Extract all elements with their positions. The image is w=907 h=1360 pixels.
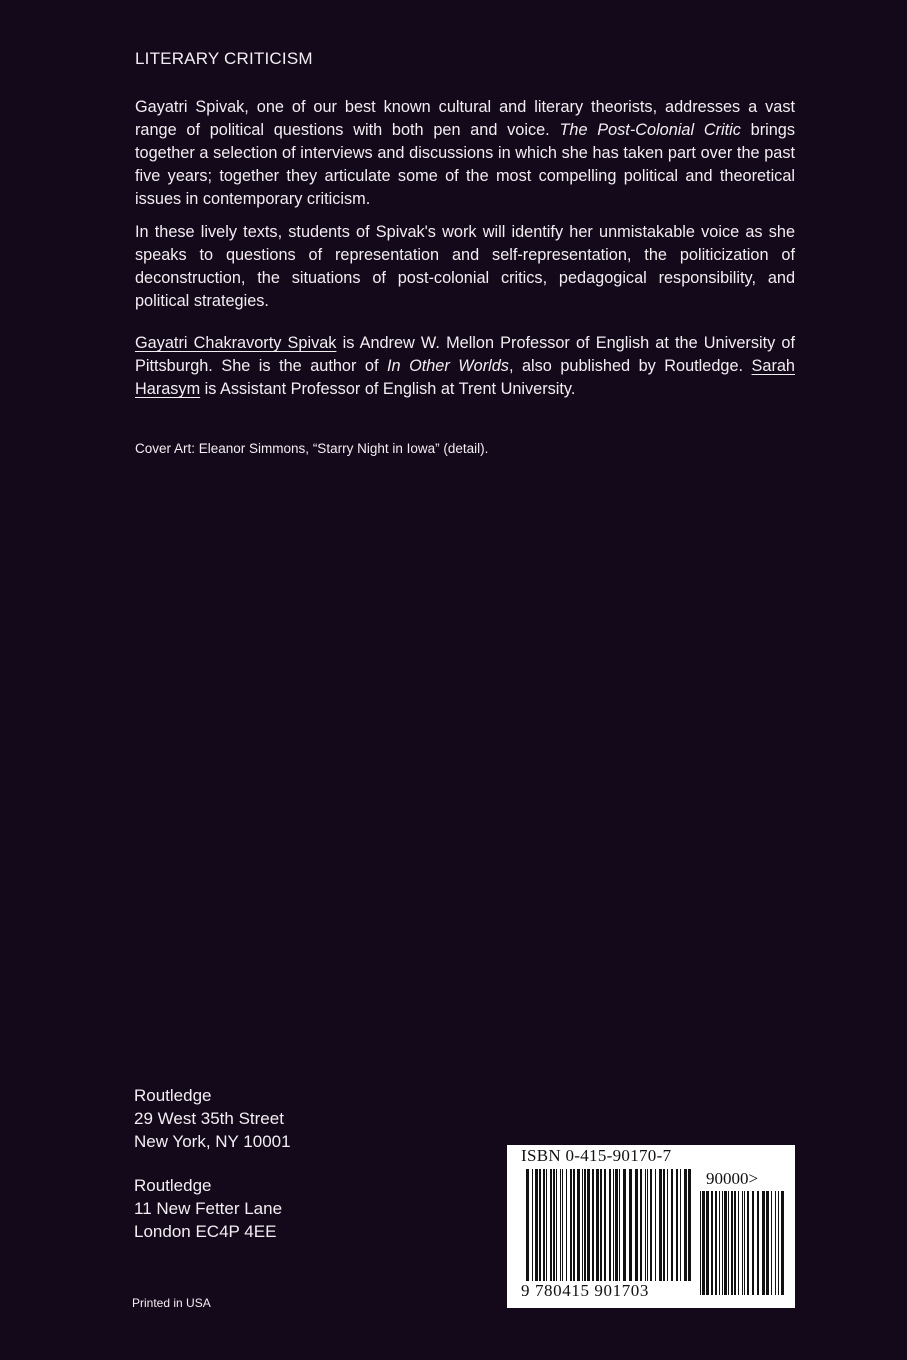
barcode-bar [609,1169,611,1281]
barcode-bar [604,1169,606,1281]
cover-art-credit: Cover Art: Eleanor Simmons, “Starry Night in Iowa” (detail). [135,441,489,456]
book-description [135,96,795,323]
barcode-bar [738,1191,739,1295]
author-book-title: In Other Worlds [386,357,509,375]
barcode-bar [655,1169,656,1281]
barcode-bar [711,1191,713,1295]
barcode-bar [550,1169,552,1281]
barcode-bar [592,1169,594,1281]
barcode-bar [539,1169,541,1281]
barcode-bar [645,1169,646,1281]
barcode-bar [526,1169,529,1281]
publisher-address-uk [134,1174,282,1243]
barcode-bar [766,1191,769,1295]
barcode-bar [663,1169,665,1281]
barcode-bar [676,1169,678,1281]
author-bio [135,332,795,401]
address-line: Routledge [134,1086,212,1105]
barcode-bar [640,1169,642,1281]
barcode-bar [600,1169,602,1281]
barcode-bar [623,1169,626,1281]
author-bio-text: is Andrew W. Mellon Professor of English at the University of Pittsburgh. She is the author of [135,334,795,375]
barcode-bar [532,1169,533,1281]
book-title: The Post-Colonial Critic [559,121,741,139]
barcode-bar [684,1169,687,1281]
barcode-bar [752,1191,754,1295]
barcode-bar [775,1191,776,1295]
barcode-bar [570,1169,572,1281]
price-code: 90000> [706,1169,759,1188]
barcode-addon-bars [700,1191,788,1295]
barcode-bar [731,1191,733,1295]
barcode-bar [596,1169,599,1281]
barcode-bar [615,1169,618,1281]
barcode-bar [543,1169,545,1281]
isbn-barcode [507,1145,795,1308]
barcode-bar [577,1169,580,1281]
barcode-bar [635,1169,638,1281]
category-label: LITERARY CRITICISM [135,49,313,68]
address-line: 29 West 35th Street [134,1109,284,1128]
editor-name: Sarah Harasym [135,357,795,398]
barcode-bar [546,1169,547,1281]
barcode-bar [781,1191,784,1295]
barcode-bar [613,1169,614,1281]
barcode-bar [747,1191,749,1295]
barcode-bar [650,1169,652,1281]
barcode-bar [762,1191,765,1295]
barcode-bar [722,1191,723,1295]
barcode-bar [584,1169,586,1281]
barcode-bar [680,1169,681,1281]
barcode-bar [667,1169,668,1281]
barcode-bar [734,1191,736,1295]
barcode-bar [742,1191,743,1295]
barcode-bar [719,1191,720,1295]
barcode-bar [535,1169,538,1281]
barcode-main-bars [526,1169,691,1281]
barcode-bar [757,1191,759,1295]
printed-in-label: Printed in USA [132,1296,211,1310]
barcode-bar [706,1191,709,1295]
barcode-bar [587,1169,590,1281]
barcode-bar [647,1169,648,1281]
barcode-bar [700,1191,701,1295]
description-paragraph-1 [135,96,795,211]
barcode-bar [659,1169,662,1281]
barcode-bar [560,1169,561,1281]
barcode-bar [619,1169,620,1281]
author-bio-text: , also published by Routledge. [508,357,752,375]
barcode-bar [744,1191,745,1295]
barcode-bar [728,1191,729,1295]
barcode-bar [671,1169,673,1281]
barcode-bar [771,1191,772,1295]
author-name: Gayatri Chakravorty Spivak [135,334,337,352]
barcode-bar [688,1169,691,1281]
address-line: London EC4P 4EE [134,1222,277,1241]
barcode-bar [778,1191,779,1295]
description-paragraph-2: In these lively texts, students of Spivak's work will identify her unmistakable voice as she speaks to questions of representation and self-representation, the politicization of deconstruction, the situations of post-colonial critics, pedagogical responsibility, and political strategies. [135,223,795,310]
ean-digits: 9 780415 901703 [521,1281,649,1300]
address-line: New York, NY 10001 [134,1132,291,1151]
barcode-bar [724,1191,727,1295]
description-text: Gayatri Spivak, one of our best known cultural and literary theorists, addresses a vast range of political questions with both pen and voice. [135,98,795,139]
isbn-number: ISBN 0-415-90170-7 [521,1146,672,1165]
description-text: brings together a selection of interviews and discussions in which she has taken part over the past five years; together they articulate some of the most compelling political and theoretical issues in contemporary criticism. [135,121,795,208]
barcode-bar [629,1169,632,1281]
barcode-bar [715,1191,717,1295]
address-line: Routledge [134,1176,212,1195]
barcode-bar [562,1169,563,1281]
editor-bio-text: is Assistant Professor of English at Trent University. [200,380,576,398]
barcode-bar [566,1169,567,1281]
barcode-bar [702,1191,705,1295]
address-line: 11 New Fetter Lane [134,1199,283,1218]
barcode-bar [582,1169,583,1281]
barcode-bar [573,1169,575,1281]
barcode-bar [556,1169,557,1281]
barcode-bar [553,1169,555,1281]
publisher-address-us [134,1084,291,1153]
